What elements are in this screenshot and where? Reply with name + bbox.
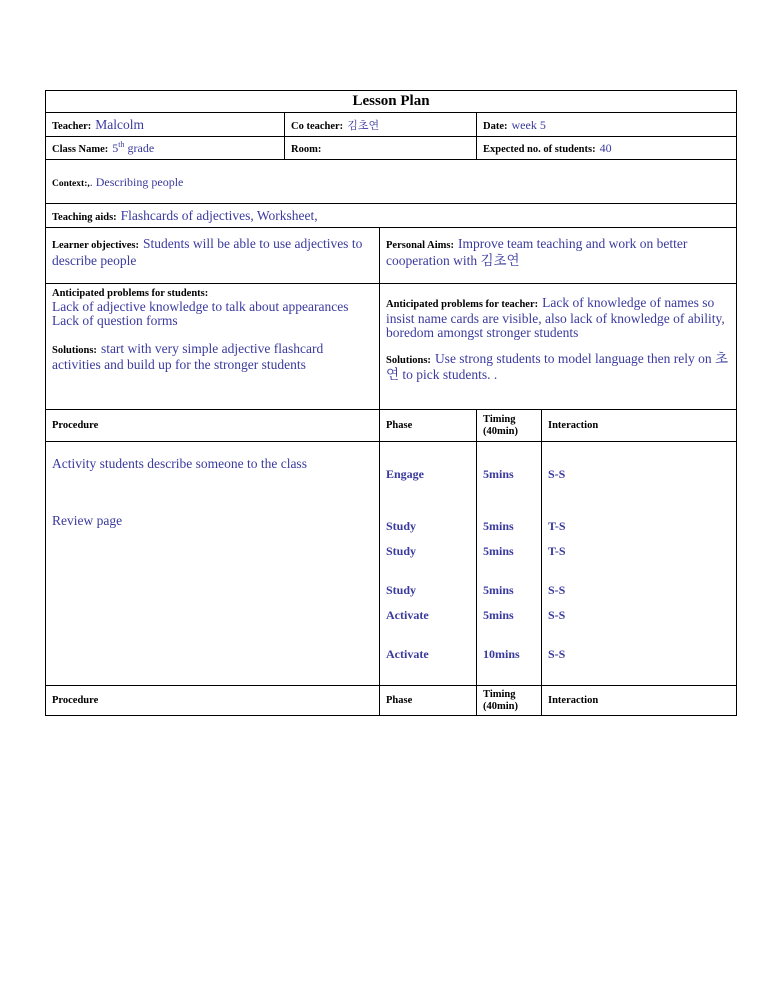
class-name-value: [112, 141, 154, 155]
context-value: . Describing people: [89, 174, 184, 189]
date-cell: [477, 113, 737, 137]
solutions-students-value: start with very simple adjective flashcard activities and build up for the stronger students: [52, 341, 324, 372]
header-interaction: Interaction: [542, 410, 737, 442]
timing-item: 5mins: [483, 467, 514, 481]
header-timing-line-2: (40min): [483, 425, 518, 437]
header-timing: [477, 410, 542, 442]
context-label: Context:,: [52, 178, 90, 189]
date-label: Date:: [483, 120, 508, 132]
footer-phase: Phase: [380, 686, 477, 716]
personal-aims-value: Improve team teaching and work on better cooperation with 김초연: [386, 236, 688, 268]
timing-item: 5mins: [483, 519, 514, 533]
solutions-teacher-value: Use strong students to model language then rely on 초연 to pick students. .: [386, 351, 729, 382]
teacher-cell: [46, 113, 285, 137]
phase-item: Study: [386, 519, 417, 533]
personal-aims-cell: [380, 228, 737, 284]
phase-item: Study: [386, 544, 417, 558]
solutions-students-label: Solutions:: [52, 345, 97, 356]
phase-item: Activate: [386, 608, 429, 622]
class-name-number: 5: [112, 141, 119, 155]
timing-item: 5mins: [483, 583, 514, 597]
phase-cell: [380, 442, 477, 686]
procedure-item: Activity students describe someone to the class: [52, 456, 307, 471]
footer-timing-line-2: (40min): [483, 700, 518, 712]
problems-teacher-value: Lack of knowledge of names so insist name cards are visible, also lack of knowledge of ability, boredom amongst stronger students: [386, 295, 725, 340]
teaching-aids-cell: [46, 204, 737, 228]
phase-item: Study: [386, 583, 417, 597]
footer-timing-line-1: Timing: [483, 688, 516, 700]
interaction-item: T-S: [548, 519, 566, 533]
footer-procedure: Procedure: [46, 686, 380, 716]
teaching-aids-label: Teaching aids:: [52, 211, 117, 223]
lesson-plan-table: [45, 90, 737, 716]
interaction-item: S-S: [548, 583, 566, 597]
learner-objectives-cell: [46, 228, 380, 284]
footer-interaction: Interaction: [542, 686, 737, 716]
learner-objectives-label: Learner objectives:: [52, 240, 139, 251]
personal-aims-label: Personal Aims:: [386, 240, 454, 251]
timing-item: 10mins: [483, 647, 520, 661]
problems-students-line-1: Lack of adjective knowledge to talk about appearances: [52, 299, 349, 314]
interaction-cell: [542, 442, 737, 686]
expected-students-label: Expected no. of students:: [483, 144, 596, 155]
footer-timing: [477, 686, 542, 716]
timing-item: 5mins: [483, 608, 514, 622]
timing-item: 5mins: [483, 544, 514, 558]
room-label: Room:: [291, 144, 322, 155]
procedure-cell: [46, 442, 380, 686]
header-timing-line-1: Timing: [483, 413, 516, 425]
class-name-rest: grade: [124, 141, 155, 155]
problems-students-label: Anticipated problems for students:: [52, 288, 209, 299]
page-title: Lesson Plan: [46, 91, 737, 113]
teacher-value: Malcolm: [95, 116, 145, 132]
problems-teacher-cell: [380, 284, 737, 410]
room-cell: [285, 137, 477, 160]
interaction-item: S-S: [548, 608, 566, 622]
context-cell: [46, 160, 737, 204]
problems-students-line-2: Lack of question forms: [52, 313, 178, 328]
co-teacher-label: Co teacher:: [291, 120, 344, 132]
header-phase: Phase: [380, 410, 477, 442]
expected-students-cell: [477, 137, 737, 160]
teaching-aids-value: Flashcards of adjectives, Worksheet,: [120, 207, 318, 223]
expected-students-value: 40: [599, 141, 612, 155]
phase-item: Engage: [386, 467, 425, 481]
date-value: week 5: [511, 117, 546, 132]
learner-objectives-value: Students will be able to use adjectives to describe people: [52, 236, 363, 268]
procedure-item: Review page: [52, 513, 123, 528]
problems-students-cell: [46, 284, 380, 410]
solutions-teacher-label: Solutions:: [386, 355, 431, 366]
class-name-cell: [46, 137, 285, 160]
phase-item: Activate: [386, 647, 429, 661]
timing-cell: [477, 442, 542, 686]
header-procedure: Procedure: [46, 410, 380, 442]
class-name-label: Class Name:: [52, 144, 109, 155]
co-teacher-cell: [285, 113, 477, 137]
co-teacher-value: 김초연: [347, 119, 380, 132]
interaction-item: S-S: [548, 647, 566, 661]
teacher-label: Teacher:: [52, 120, 92, 132]
problems-teacher-label: Anticipated problems for teacher:: [386, 299, 539, 310]
interaction-item: S-S: [548, 467, 566, 481]
interaction-item: T-S: [548, 544, 566, 558]
class-name-suffix: th: [118, 140, 125, 149]
